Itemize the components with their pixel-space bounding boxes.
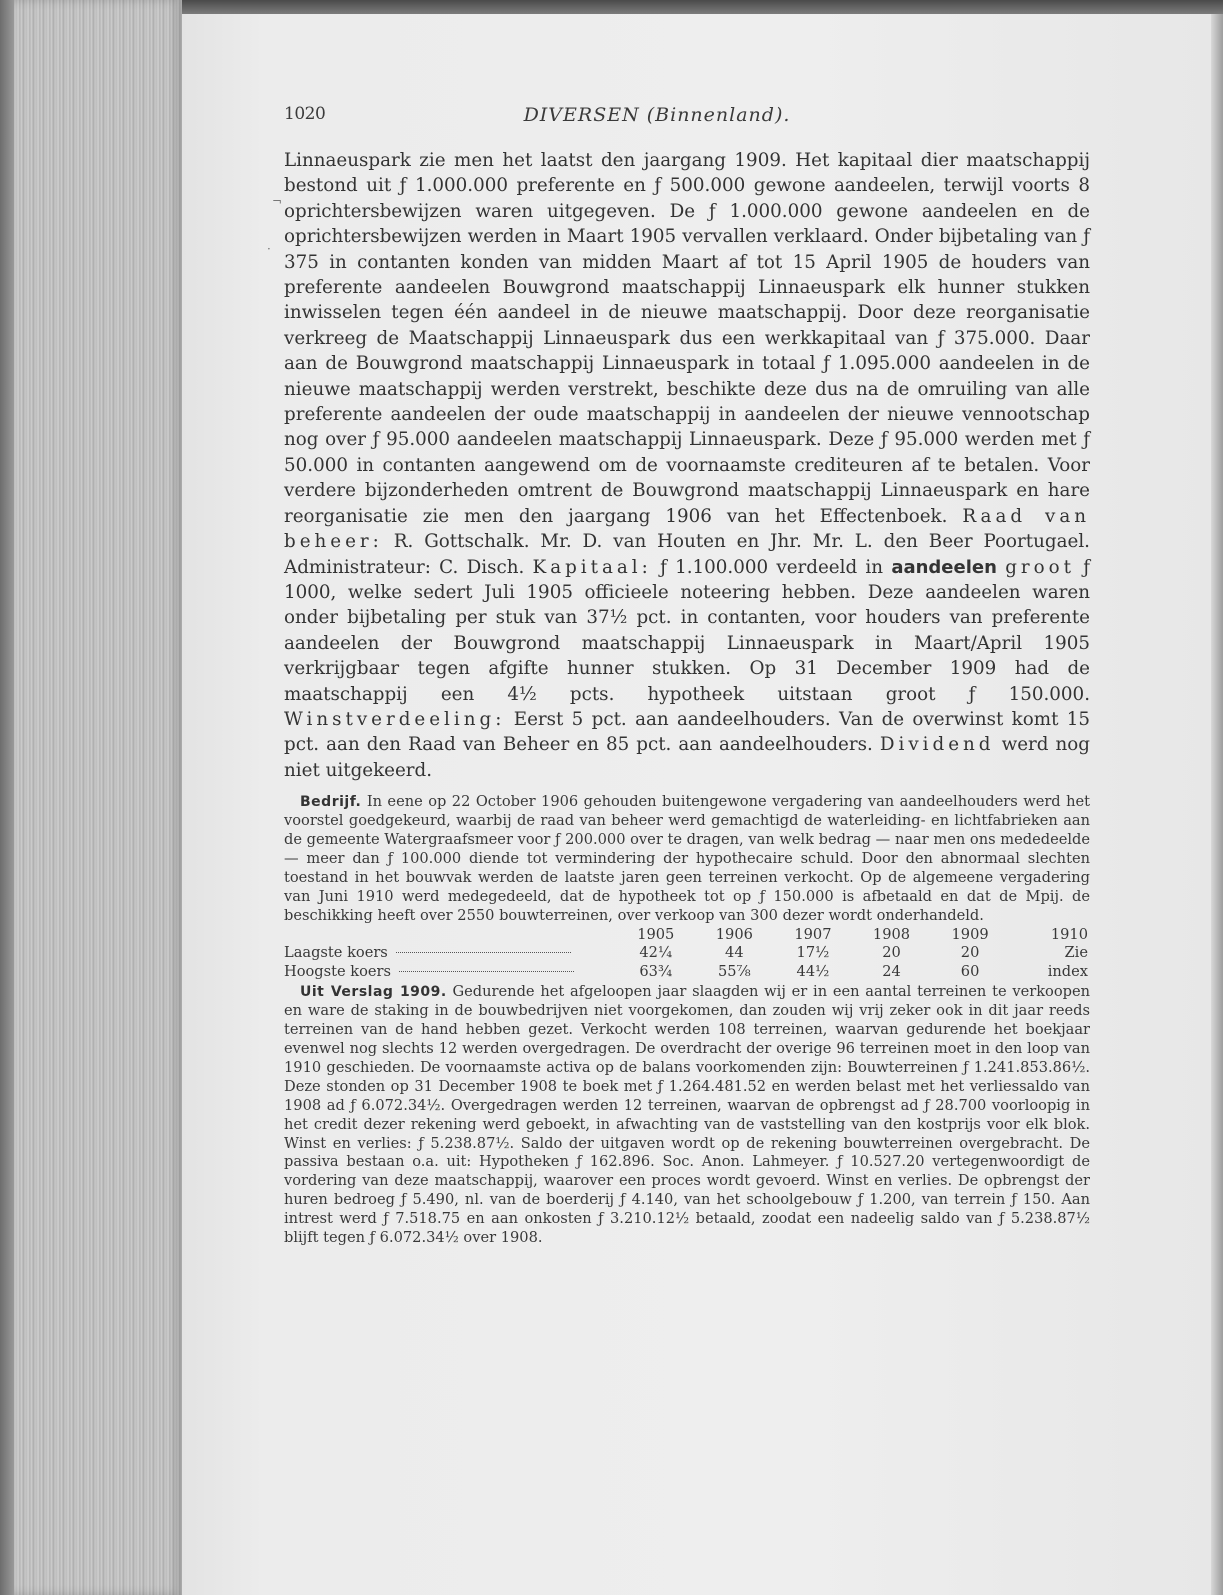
koers-cell: Zie	[1064, 944, 1088, 962]
margin-mark: ·	[267, 242, 271, 256]
raad-van-beheer-label: Raad van beheer:	[284, 505, 1091, 553]
page-content	[284, 104, 1090, 1248]
koers-cell: 17½	[796, 944, 830, 962]
koers-cell: 20	[960, 944, 980, 962]
main-text-part1: Linnaeuspark zie men het laatst den jaargang 1909. Het kapitaal dier maatschappij bestond uit ƒ 1.000.000 preferente en ƒ 500.000 gewone aandeelen, terwijl voorts 8 oprichtersbewijzen waren uitgegeven. De ƒ 1.000.000 gewone aandeelen en de oprichtersbewijzen werden in Maart 1905 vervallen verklaard. Onder bijbetaling van ƒ 375 in contanten konden van midden Maart af tot 15 April 1905 de houders van preferente aandeelen Bouwgrond maatschappij Linnaeuspark elk hunner stukken inwisselen tegen één aandeel in de nieuwe maatschappij. Door deze reorganisatie verkreeg de Maatschappij Linnaeuspark dus een werkkapitaal van ƒ 375.000. Daar aan de Bouwgrond maatschappij Linnaeuspark in totaal ƒ 1.095.000 aandeelen in de nieuwe maatschappij werden verstrekt, beschikte deze dus na de omruiling van alle preferente aandeelen der oude maatschappij in aandeelen der nieuwe vennootschap nog over ƒ 95.000 aandeelen maatschappij Linnaeuspark. Deze ƒ 95.000 werden met ƒ 50.000 in contanten aangewend om de voornaamste crediteuren af te betalen. Voor verdere bijzonderheden omtrent de Bouwgrond maatschappij Linnaeuspark en hare reorganisatie zie men den jaargang 1906 van het Effectenboek.	[284, 150, 1090, 527]
main-text-part6: werd nog niet uitgekeerd.	[284, 734, 1090, 781]
koers-row-label	[284, 944, 616, 963]
main-text-part5: Eerst 5 pct. aan aandeelhouders. Van de overwinst komt 15 pct. aan den Raad van Beheer en 85 pct. aan aandeelhouders.	[284, 708, 1091, 756]
book-right-edge	[1211, 14, 1223, 1595]
verslag-text: Gedurende het afgeloopen jaar slaagden wij er in een aantal terreinen te verkoopen en ware de staking in de bouwbedrijven niet voorgekomen, dan zouden wij vrij zeker ook in dit jaar reeds terreinen van de hand hebben gezet. Verkocht werden 108 terreinen, waarvan gedurende het boekjaar evenwel nog slechts 12 werden overgedragen. De overdracht der overige 96 terreinen moet in den loop van 1910 geschieden. De voornaamste activa op de balans voorkomenden zijn: Bouwterreinen ƒ 1.241.853.86½. Deze stonden op 31 December 1908 te boek met ƒ 1.264.481.52 en werden belast met het verliessaldo van 1908 ad ƒ 6.072.34½. Overgedragen werden 12 terreinen, waarvan de opbrengst ad ƒ 28.700 voorloopig in het credit dezer rekening werd geboekt, in afwachting van de vaststelling van den kostprijs voor elk blok. Winst en verlies: ƒ 5.238.87½. Saldo der uitgaven wordt op de rekening bouwterreinen overgebracht. De passiva bestaan o.a. uit: Hypotheken ƒ 162.896. Soc. Anon. Lahmeyer. ƒ 10.527.20 vertegenwoordigt de vordering van deze maatschappij, waarover een proces wordt gevoerd. Winst en verlies. De opbrengst der huren bedroeg ƒ 5.490, nl. van de boerderij ƒ 4.140, van het schoolgebouw ƒ 1.200, van terrein ƒ 150. Aan intrest werd ƒ 7.518.75 en aan onkosten ƒ 3.210.12½ betaald, zoodat een nadeelig saldo van ƒ 5.238.87½ blijft tegen ƒ 6.072.34½ over 1908.	[284, 983, 1090, 1247]
koers-table	[284, 926, 1090, 982]
running-title: DIVERSEN (Binnenland).	[523, 104, 791, 126]
koers-header-empty	[284, 926, 616, 945]
koers-cell: 60	[960, 962, 980, 980]
bedrijf-paragraph	[284, 793, 1090, 925]
book-top-shadow	[0, 0, 1223, 14]
koers-cell: 55⅞	[717, 962, 751, 980]
koers-year: 1908	[872, 925, 911, 943]
koers-cell: 24	[882, 962, 901, 980]
margin-mark: ¬	[272, 194, 283, 208]
page-number: 1020	[284, 104, 326, 124]
koers-row-hoogste	[284, 963, 1090, 982]
koers-label-text: Laagste koers	[284, 944, 388, 962]
koers-year: 1906	[715, 925, 753, 943]
koers-year: 1907	[794, 925, 832, 943]
verslag-heading: Uit Verslag 1909.	[300, 984, 447, 1001]
aandeelen-label: aandeelen	[891, 556, 997, 578]
main-paragraph	[284, 148, 1090, 783]
book-page	[182, 14, 1211, 1595]
bedrijf-heading: Bedrijf.	[300, 794, 362, 811]
main-text-part3: ƒ 1.100.000 verdeeld in	[660, 556, 884, 578]
koers-year: 1905	[637, 925, 675, 943]
book-page-edges	[0, 0, 182, 1595]
koers-row-laagste	[284, 944, 1090, 963]
koers-cell: 63¾	[639, 962, 673, 980]
koers-label-text: Hoogste koers	[284, 962, 392, 980]
koers-year: 1910	[1050, 925, 1088, 943]
main-text-part2: R. Gottschalk. Mr. D. van Houten en Jhr. Mr. L. den Beer Poortugael. Administrateur: C. Disch.	[284, 531, 1090, 578]
groot-label: groot	[1005, 556, 1075, 578]
koers-cell: 20	[882, 944, 901, 962]
verslag-paragraph	[284, 983, 1090, 1248]
koers-cell: 42¼	[639, 944, 673, 962]
leader-dots	[399, 971, 574, 972]
koers-cell: 44	[725, 944, 744, 962]
leader-dots	[396, 952, 571, 953]
kapitaal-label: Kapitaal:	[532, 556, 652, 578]
koers-year: 1909	[951, 925, 989, 943]
koers-header-row	[284, 926, 1090, 945]
koers-cell: index	[1047, 962, 1088, 980]
koers-cell: 44½	[796, 962, 830, 980]
dividend-label: Dividend	[879, 734, 995, 756]
running-head	[284, 104, 1090, 134]
main-text-part4: ƒ 1000, welke sedert Juli 1905 officieele noteering hebben. Deze aandeelen waren onder bijbetaling per stuk van 37½ pct. in contanten, voor houders van preferente aandeelen der Bouwgrond maatschappij Linnaeuspark in Maart/April 1905 verkrijgbaar tegen afgifte hunner stukken. Op 31 December 1909 had de maatschappij een 4½ pcts. hypotheek uitstaan groot ƒ 150.000.	[284, 556, 1091, 705]
bedrijf-text: In eene op 22 October 1906 gehouden buitengewone vergadering van aandeelhouders werd het voorstel goedgekeurd, waarbij de raad van beheer werd gemachtigd de waterleiding- en lichtfabrieken aan de gemeente Watergraafsmeer voor ƒ 200.000 over te dragen, van welk bedrag — naar men ons mededeelde — meer dan ƒ 100.000 diende tot vermindering der hypothecaire schuld. Door den abnormaal slechten toestand in het bouwvak werden de laatste jaren geen terreinen verkocht. Op de algemeene vergadering van Juni 1910 werd medegedeeld, dat de hypotheek tot op ƒ 150.000 is afbetaald en dat de Mpij. de beschikking heeft over 2550 bouwterreinen, over verkoop van 300 dezer wordt onderhandeld.	[284, 793, 1091, 924]
winstverdeeling-label: Winstverdeeling:	[284, 708, 506, 730]
koers-row-label	[284, 963, 616, 982]
